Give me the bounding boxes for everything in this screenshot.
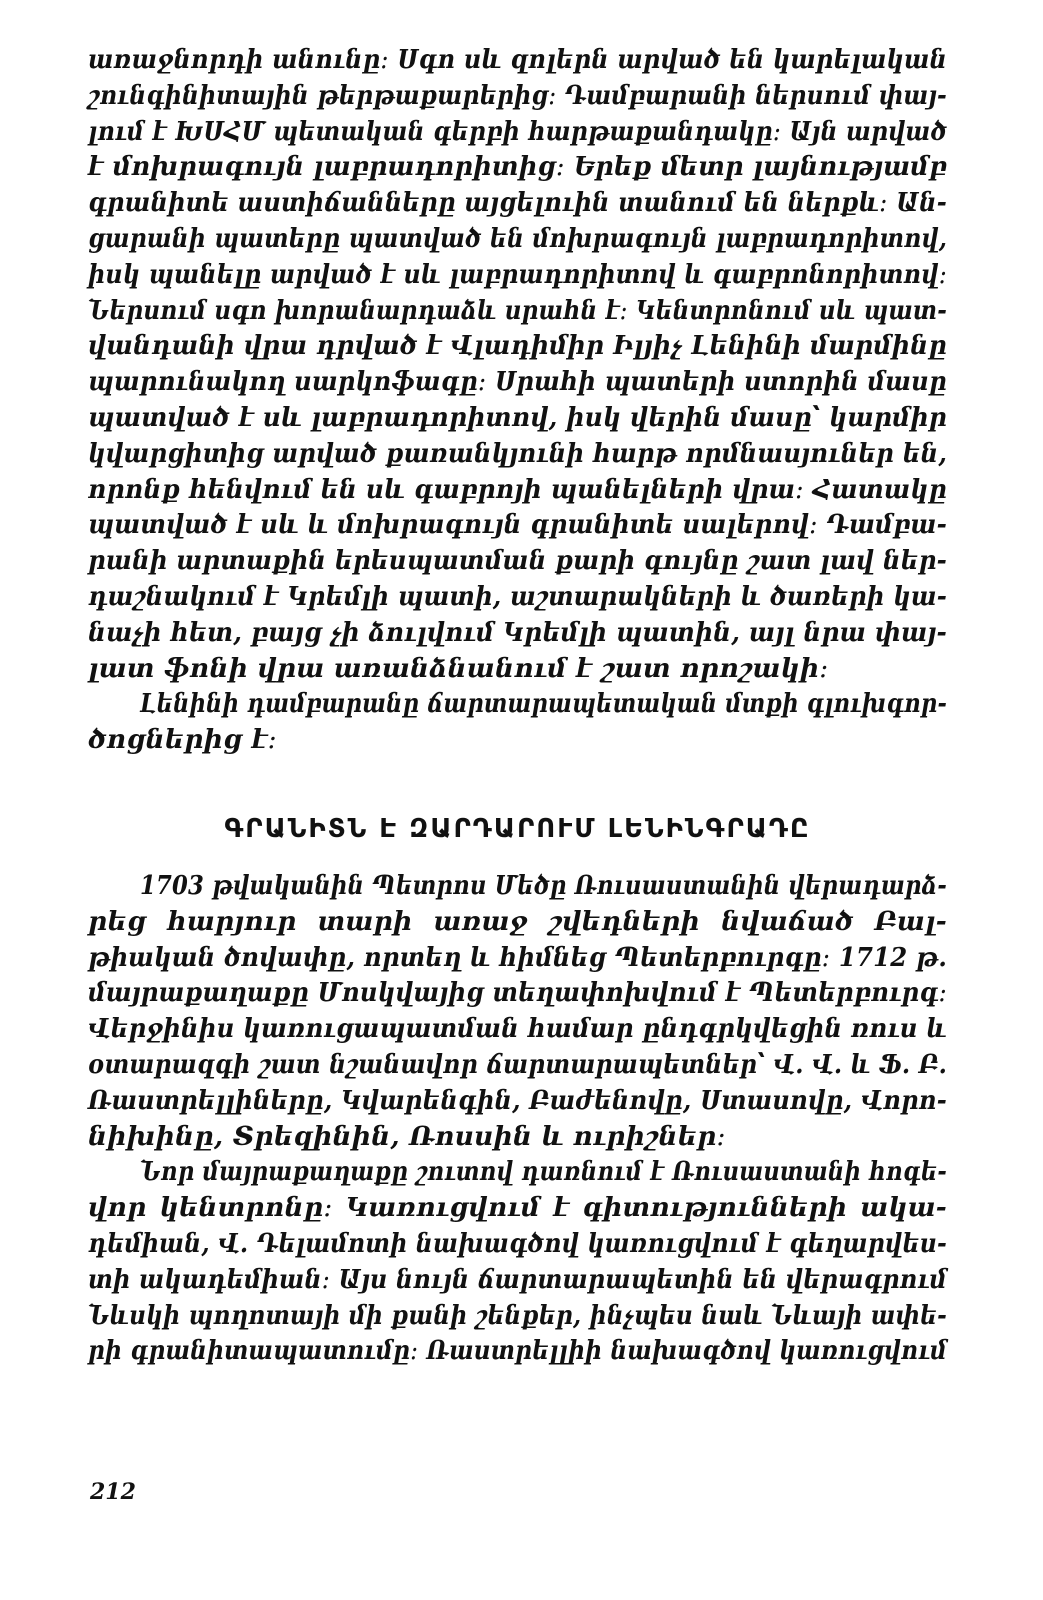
text-line: պարունակող սարկոֆագը։ Սրահի պատերի ստորին մասը <box>88 366 947 398</box>
text-line: րի գրանիտապատումը։ Ռաստրելլիի նախագծով կառուցվում <box>88 1335 947 1367</box>
text-line: լատ ֆոնի վրա առանձնանում է շատ որոշակի։ <box>88 652 829 684</box>
text-line: ցարանի պատերը պատված են մոխրագույն լաբրադորիտով, <box>88 222 948 254</box>
text-line: Նոր մայրաքաղաքը շուտով դառնում է Ռուսաստանի հոգե- <box>140 1156 948 1188</box>
text-line: իսկ պանելը արված է սև լաբրադորիտով և գաբրոնորիտով։ <box>88 258 947 290</box>
text-line: վանդանի վրա դրված է Վլադիմիր Իլյիչ Լենինի մարմինը <box>88 330 947 362</box>
text-line: պատված է սև լաբրադորիտով, իսկ վերին մասը՝ կարմիր <box>88 401 948 433</box>
text-line: րեց հարյուր տարի առաջ շվեդների նվաճած Բալ- <box>88 905 947 937</box>
paragraph-mausoleum-interior <box>88 42 947 686</box>
text-line: րանի արտաքին երեսպատման քարի գույնը շատ լավ ներ- <box>88 545 947 577</box>
text-line: 1703 թվականին Պետրոս Մեծը Ռուսաստանին վերադարձ- <box>140 869 947 901</box>
text-line: նաչի հետ, բայց չի ձուլվում Կրեմլի պատին, այլ նրա փայ- <box>88 616 948 648</box>
text-line: ծոցներից է։ <box>88 724 277 756</box>
text-line: շունգինիտային թերթաքարերից։ Դամբարանի ներսում փայ- <box>88 79 947 111</box>
text-line: դեմիան, Վ. Դելամոտի նախագծով կառուցվում է գեղարվես- <box>88 1227 947 1259</box>
paragraph-masterpiece <box>88 686 947 758</box>
paragraph-new-capital <box>88 1154 947 1369</box>
text-line: նիխինը, Տրեզինին, Ռոսսին և ուրիշներ։ <box>88 1120 726 1152</box>
text-line: պատված է սև և մոխրագույն գրանիտե սալերով։ Դամբա- <box>88 509 947 541</box>
text-line: Նևսկի պողոտայի մի քանի շենքեր, ինչպես նաև Նևայի ափե- <box>88 1299 948 1331</box>
text-line: վոր կենտրոնը։ Կառուցվում է գիտությունների ակա- <box>88 1192 947 1224</box>
text-line: Վերջինիս կառուցապատման համար ընդգրկվեցին ռուս և <box>88 1013 947 1045</box>
text-line: թիական ծովափը, որտեղ և հիմնեց Պետերբուրգը։ 1712 թ. <box>88 941 948 973</box>
text-line: որոնք հենվում են սև գաբրոյի պանելների վրա։ Հատակը <box>88 473 948 505</box>
text-line: տի ակադեմիան։ Այս նույն ճարտարապետին են վերագրում <box>88 1263 948 1295</box>
text-line: Լենինի դամբարանը ճարտարապետական մտքի գլուխգոր- <box>140 688 947 720</box>
text-line: գրանիտե աստիճանները այցելուին տանում են ներքև։ Ան- <box>88 187 947 219</box>
text-line: մայրաքաղաքը Մոսկվայից տեղափոխվում է Պետերբուրգ։ <box>88 977 948 1009</box>
text-line: առաջնորդի անունը։ Սգո սև զոլերն արված են կարելական <box>88 44 948 75</box>
page-number: 212 <box>90 1479 136 1505</box>
text-line: կվարցիտից արված քառանկյունի հարթ որմնասյուներ են, <box>88 437 948 469</box>
text-line: է մոխրագույն լաբրադորիտից։ Երեք մետր լայնությամբ <box>88 151 947 183</box>
text-line: լում է ԽՍՀՄ պետական գերբի հարթաքանդակը։ Այն արված <box>88 115 947 147</box>
paragraph-petersburg-founding <box>88 868 947 1154</box>
section-heading: ԳՐԱՆԻՏՆ Է ԶԱՐԴԱՐՈՒՄ ԼԵՆԻՆԳՐԱԴԸ <box>224 813 811 844</box>
text-line: Ռաստրելլիները, Կվարենգին, Բաժենովը, Ստասովը, Վորո- <box>88 1084 948 1116</box>
text-line: Ներսում սգո խորանարդաձև սրահն է։ Կենտրոնում սև պատ- <box>88 294 948 326</box>
text-line: դաշնակում է Կրեմլի պատի, աշտարակների և ծառերի կա- <box>88 580 948 612</box>
text-line: օտարազգի շատ նշանավոր ճարտարապետներ՝ Վ. Վ. և Ֆ. Բ. <box>88 1048 948 1080</box>
